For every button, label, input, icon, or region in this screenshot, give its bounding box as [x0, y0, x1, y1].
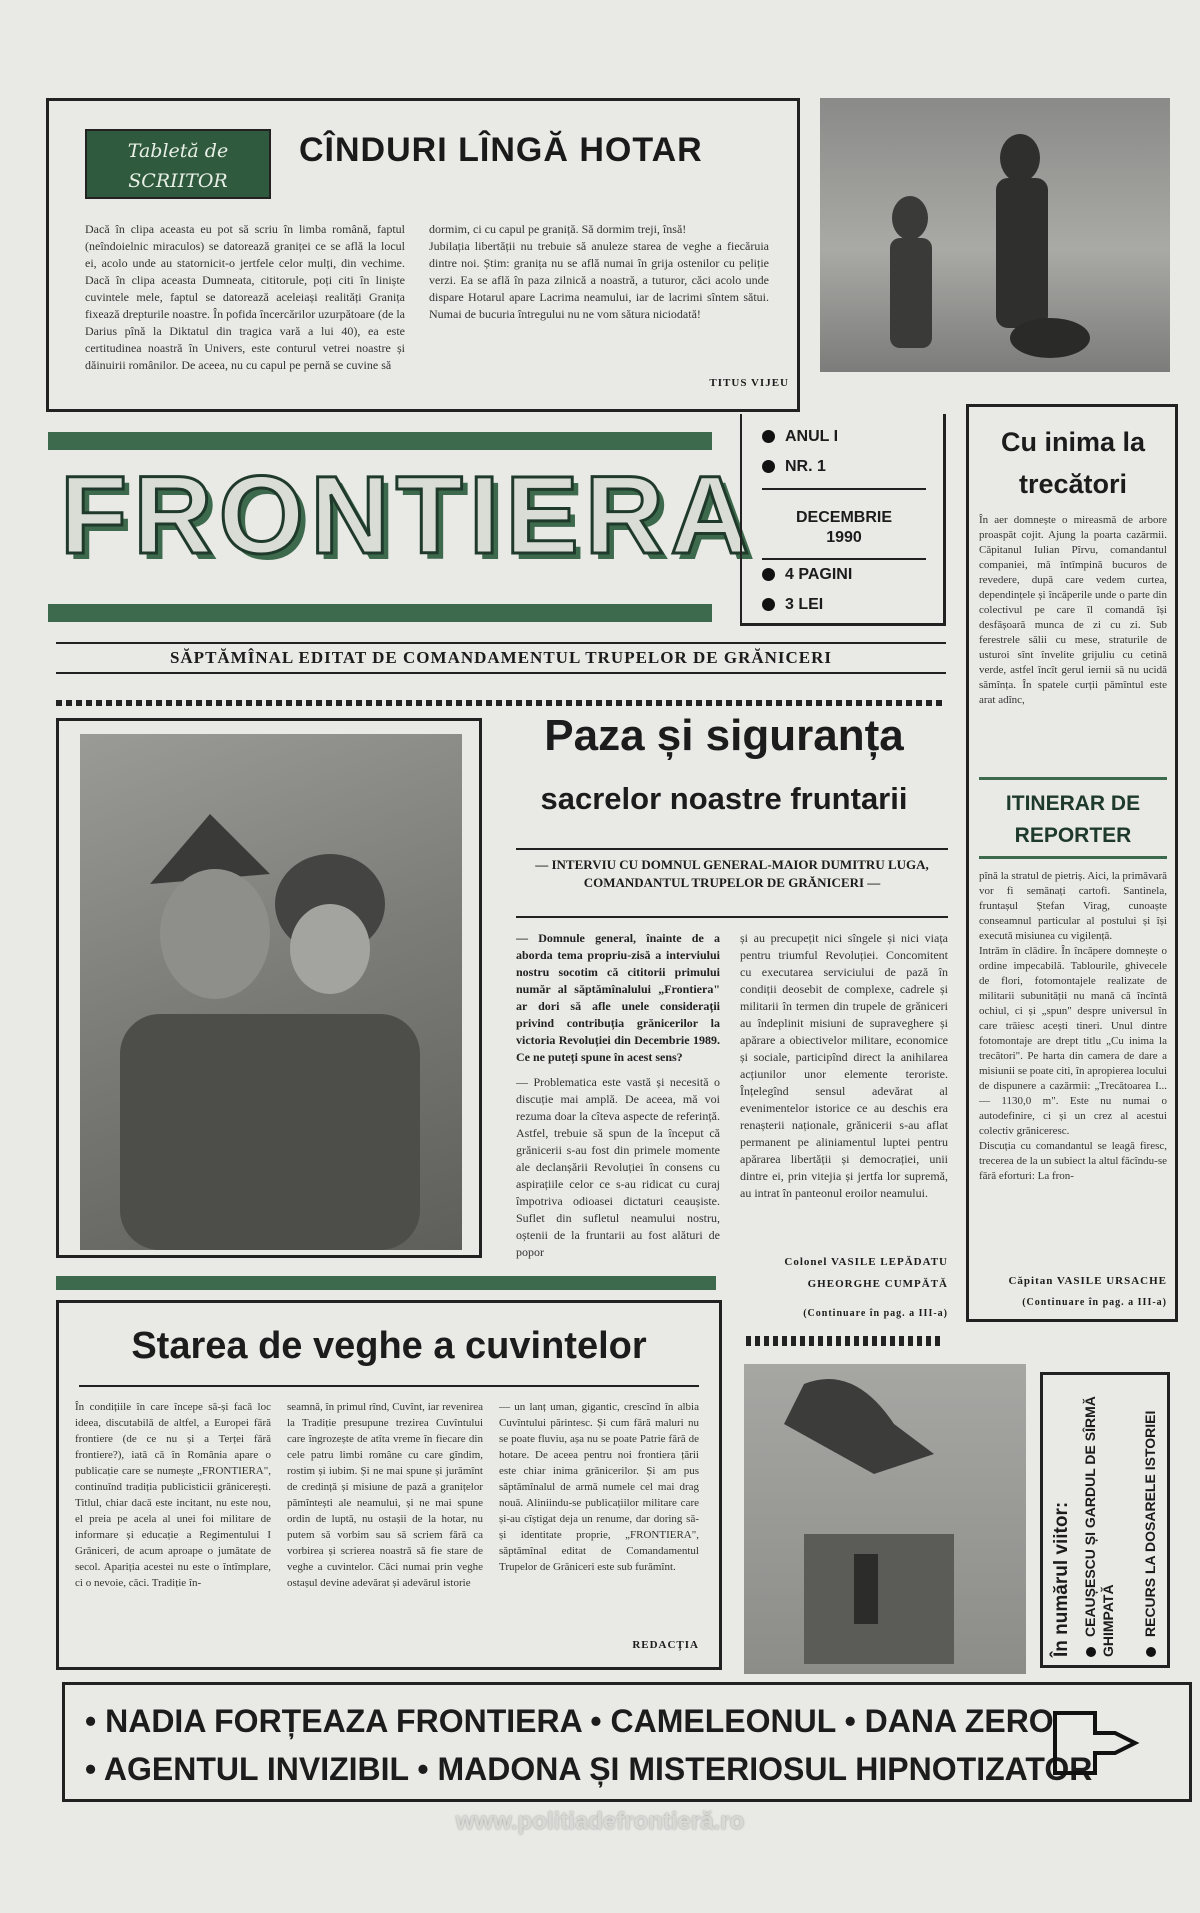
inima-author: Căpitan VASILE URSACHE — [1008, 1275, 1167, 1287]
tableta-author: TITUS VIJEU — [709, 377, 789, 389]
soldier-child-illustration — [80, 734, 462, 1250]
tableta-box — [46, 98, 800, 412]
soldier-with-child-photo — [80, 734, 462, 1250]
itinerar-label: ITINERAR DE REPORTER — [1005, 792, 1141, 847]
next-issue-rotated — [1043, 1375, 1173, 1671]
masthead-title: FRONTIERA — [60, 454, 756, 577]
next-issue-item-2: RECURS LA DOSARELE ISTORIEI — [1141, 1389, 1159, 1657]
hand-over-barrier-photo — [744, 1364, 1026, 1674]
decorative-wave — [746, 1336, 942, 1346]
starea-title: Starea de veghe a cuvintelor — [131, 1325, 647, 1367]
watermark: www.politiadefrontieră.ro — [455, 1808, 745, 1835]
starea-col2: seamnă, în primul rînd, Cuvînt, iar revenirea la Tradiție presupune trezirea Cuvîntului care îngrozește de atîta vreme în fiecare din cele patru limbi române cu care gîndim, rostim și iubim. Și ne mai spune și jurămînt de credință și misiune de pază a granițelor pămîntești ale neamului, și ne mai spune ordin de luptă, nu ostașii de la hotar, nu putem să vorbim sau să scriem fără ca vorbirea și scrierea noastră să fie stare de veghe a cuvintelor. Căci numai prin veghe ostașul devine adevărat și adevărul istorie — [287, 1401, 483, 1589]
tableta-col2: dormim, ci cu capul pe graniță. Să dormim treji, însă! Jubilația libertății nu trebuie să anuleze starea de veghe a fiecăruia dintre noi. Știm: granița nu se află numai în grija ostenilor cu peliție verzi. Ea se află în paza zilnică a noastră, a tuturor, căci acolo unde dispare Hotarul apare Lacrima neamului, iar de lacrimi sîntem sătui. Numai de bucuria întregului nu ne vom sătura niciodată! — [429, 222, 769, 321]
itinerar-label-box — [979, 777, 1167, 859]
tableta-title: CÎNDURI LÎNGĂ HOTAR — [299, 131, 703, 169]
starea-col1: În condițiile în care începe să-și facă loc ideea, discutabilă de altfel, a Europei fără frontiere (de ce nu și a Terței fără frontiere?), iată că în România apare o publicație care se numește „FRONTIERA", continuînd tradiția publicisticii grănicerești. Titlul, chiar dacă este incitant, nu este nou, el preia pe acela al unei foi militare de informare și educație a Regimentului I Grăniceri, de acum aproape o jumătate de secol. Apariția acestei nu este o întîmplare, ci o nevoie, căci. Tradiție în- — [75, 1401, 271, 1589]
issue-info-box — [740, 414, 946, 626]
paza-author2: GHEORGHE CUMPĂTĂ — [807, 1278, 948, 1290]
starea-box — [56, 1300, 722, 1670]
next-issue-item-1: CEAUȘESCU ȘI GARDUL DE SÎRMĂ GHIMPATĂ — [1082, 1396, 1116, 1657]
issue-number: NR. 1 — [762, 458, 826, 476]
border-guards-photo — [820, 98, 1170, 372]
banner-row-2: • AGENTUL INVIZIBIL • MADONA ȘI MISTERIOSUL HIPNOTIZATOR — [85, 1751, 1093, 1787]
border-guards-illustration — [820, 98, 1170, 372]
starea-top-bar — [56, 1276, 716, 1290]
paza-continuation: (Continuare în pag. a III-a) — [803, 1308, 948, 1319]
banner-row-1: • NADIA FORȚEAZA FRONTIERA • CAMELEONUL • DANA ZERO — [85, 1703, 1054, 1739]
paza-title: Paza și siguranța — [544, 711, 904, 760]
paza-title2: sacrelor noastre fruntarii — [540, 781, 908, 816]
starea-col3: — un lanț uman, gigantic, crescînd în albia Cuvîntului părintesc. Și cum fără maluri nu se poate fluviu, așa nu se poate Patrie fără de hotare. De aceea pentru noi frontiera țării este chiar inima grănicerilor. Și am pus săptămînalul de armă numele cel mai drag nouă. Aliniindu-se publicațiilor militare care și-au cîștigat deja un renume, dar doring să-și identitate proprie, „FRONTIERA", săptămînal editat de Comandamentul Trupelor de Grăniceri este sub furămînt. — [499, 1401, 699, 1573]
issue-pages: 4 PAGINI — [762, 566, 852, 584]
inima-box — [966, 404, 1178, 1322]
paza-answer: — Problematica este vastă și necesită o discuție mai amplă. De aceea, mă voi rezuma doar la cîteva aspecte de referință. Astfel, trebuie să spun de la început că grănicerii s-au fost din primele momente ale declanșării Revoluției în consens cu aspirațiile celor ce s-au ridicat cu curaj împotriva odioasei dictaturi ceaușiste. Suflet din sufletul neamului nostru, oștenii de la fruntarii au fost alături de popor — [516, 1075, 720, 1259]
issue-year: ANUL I — [762, 428, 838, 446]
inima-body: În aer domnește o mireasmă de arbore proaspăt cojit. Ajung la poarta cazărmii. Căpitanul Iulian Pîrvu, comandantul companiei, mă întîmpină bucuros de revedere, după care vedem curtea, dependințele și încăperile unde o parte din colectivul pe care îl comandă își desfășoară munca de zi cu zi. Sub ferestrele sălii cu mese, straturile de usturoi sînt învelite grijuliu cu cetină verde, astfel încît gerul iernii să nu ucidă sămînța. În spatele curții pămîntul este arat adînc, — [979, 514, 1167, 706]
starea-author: REDACȚIA — [632, 1639, 699, 1651]
scriitor-badge: Tabletă de SCRIITOR — [85, 129, 271, 199]
issue-price: 3 LEI — [762, 596, 823, 614]
masthead-bottom-bar — [48, 604, 712, 622]
next-issue-box — [1040, 1372, 1170, 1668]
inima-body2: pînă la stratul de pietriș. Aici, la primăvară vor fi semănați cartofi. Santinela, fruntașul Ștefan Virag, cunoaște conseamnul particular al postului și își execută misiunea cu vigilență. Intrăm în clădire. În încăpere domnește o ordine impecabilă. Tablourile, ghivecele de flori, fotomontajele realizate de militarii subunității nu mană că încîntă ochiul, ci și „spun" despre universul în care trăiesc acești tineri. Unul dintre fotomontaje are drept titlu „Cu inima la trecători". Pe harta din camera de dare a misiunii se poate citi, în apropierea locului de dispunere a cazărmii: „Trecătoarea I... — 1130,0 m". Este nu numai o autodefinire, ci și un crez al acestui colectiv grăniceresc. Discuția cu comandantul se leagă firesc, trecerea de la un subiect la altul făcîndu-se fără eforturi: La fron- — [979, 870, 1167, 1182]
hand-illustration — [744, 1364, 1026, 1674]
masthead-subtitle: SĂPTĂMÎNAL EDITAT DE COMANDAMENTUL TRUPELOR DE GRĂNICERI — [169, 648, 833, 667]
paza-question: — Domnule general, înainte de a aborda tema propriu-zisă a interviului nostru socotim că cititorii primului număr al săptămînalului „Frontiera" ar dori să afle unele considerații privind contribuția grănicerilor la victoria Revoluției din Decembrie 1989. Ce ne puteți spune în acest sens? — [516, 931, 720, 1064]
issue-date: DECEMBRIE 1990 — [795, 509, 892, 546]
border-crossing-logo-icon — [1035, 1703, 1155, 1783]
paza-col2: și au precupețit nici sîngele și nici viața pentru triumful Revoluției. Concomitent cu executarea serviciului de pază în condiții deosebit de complexe, cadrele și militarii în termen din trupele de grăniceri au îndeplinit misiuni de supraveghere și apărare a obiectivelor militare, economice și sociale, participînd direct la anihilarea acțiunilor unor elemente teroriste. Înțelegînd sensul adevărat al evenimentelor istorice ce au deschis era renașterii naționale, grănicerii s-au aflat permanent pe aliniamentul luptei pentru apărarea libertății și democrației, unii dintre ei, prin vitejia și jertfa lor supremă, au intrat în panteonul eroilor neamului. — [740, 931, 948, 1200]
next-issue-label: În numărul viitor: — [1051, 1501, 1072, 1657]
paza-intro: — INTERVIU CU DOMNUL GENERAL-MAIOR DUMITRU LUGA, COMANDANTUL TRUPELOR DE GRĂNICERI — — [535, 857, 929, 890]
bottom-banner — [62, 1682, 1192, 1802]
tableta-col1: Dacă în clipa aceasta eu pot să scriu în limba română, faptul (neîndoielnic miraculos) se datorează graniței ce se află la locul ei, acolo unde au statornicit-o jertfele celor mulți, din vechime. Dacă în clipa aceasta Dumneata, cititorule, poți citi în liniște cuvintele mele, faptul se datorează aceleiași realități Granița fixează drepturile noastre. În pofida încercărilor uzurpătoare (de la Darius pînă la Diktatul din tragica vară a lui 40), ea este certitudinea noastră în Univers, este conturul vetrei noastre și dăinuirii românilor. De aceea, nu cu capul pe pernă se cuvine să — [85, 222, 405, 372]
inima-continuation: (Continuare în pag. a III-a) — [1022, 1297, 1167, 1308]
inima-title: Cu inima la trecători — [1000, 427, 1146, 499]
paza-author1: Colonel VASILE LEPĂDATU — [784, 1256, 948, 1268]
